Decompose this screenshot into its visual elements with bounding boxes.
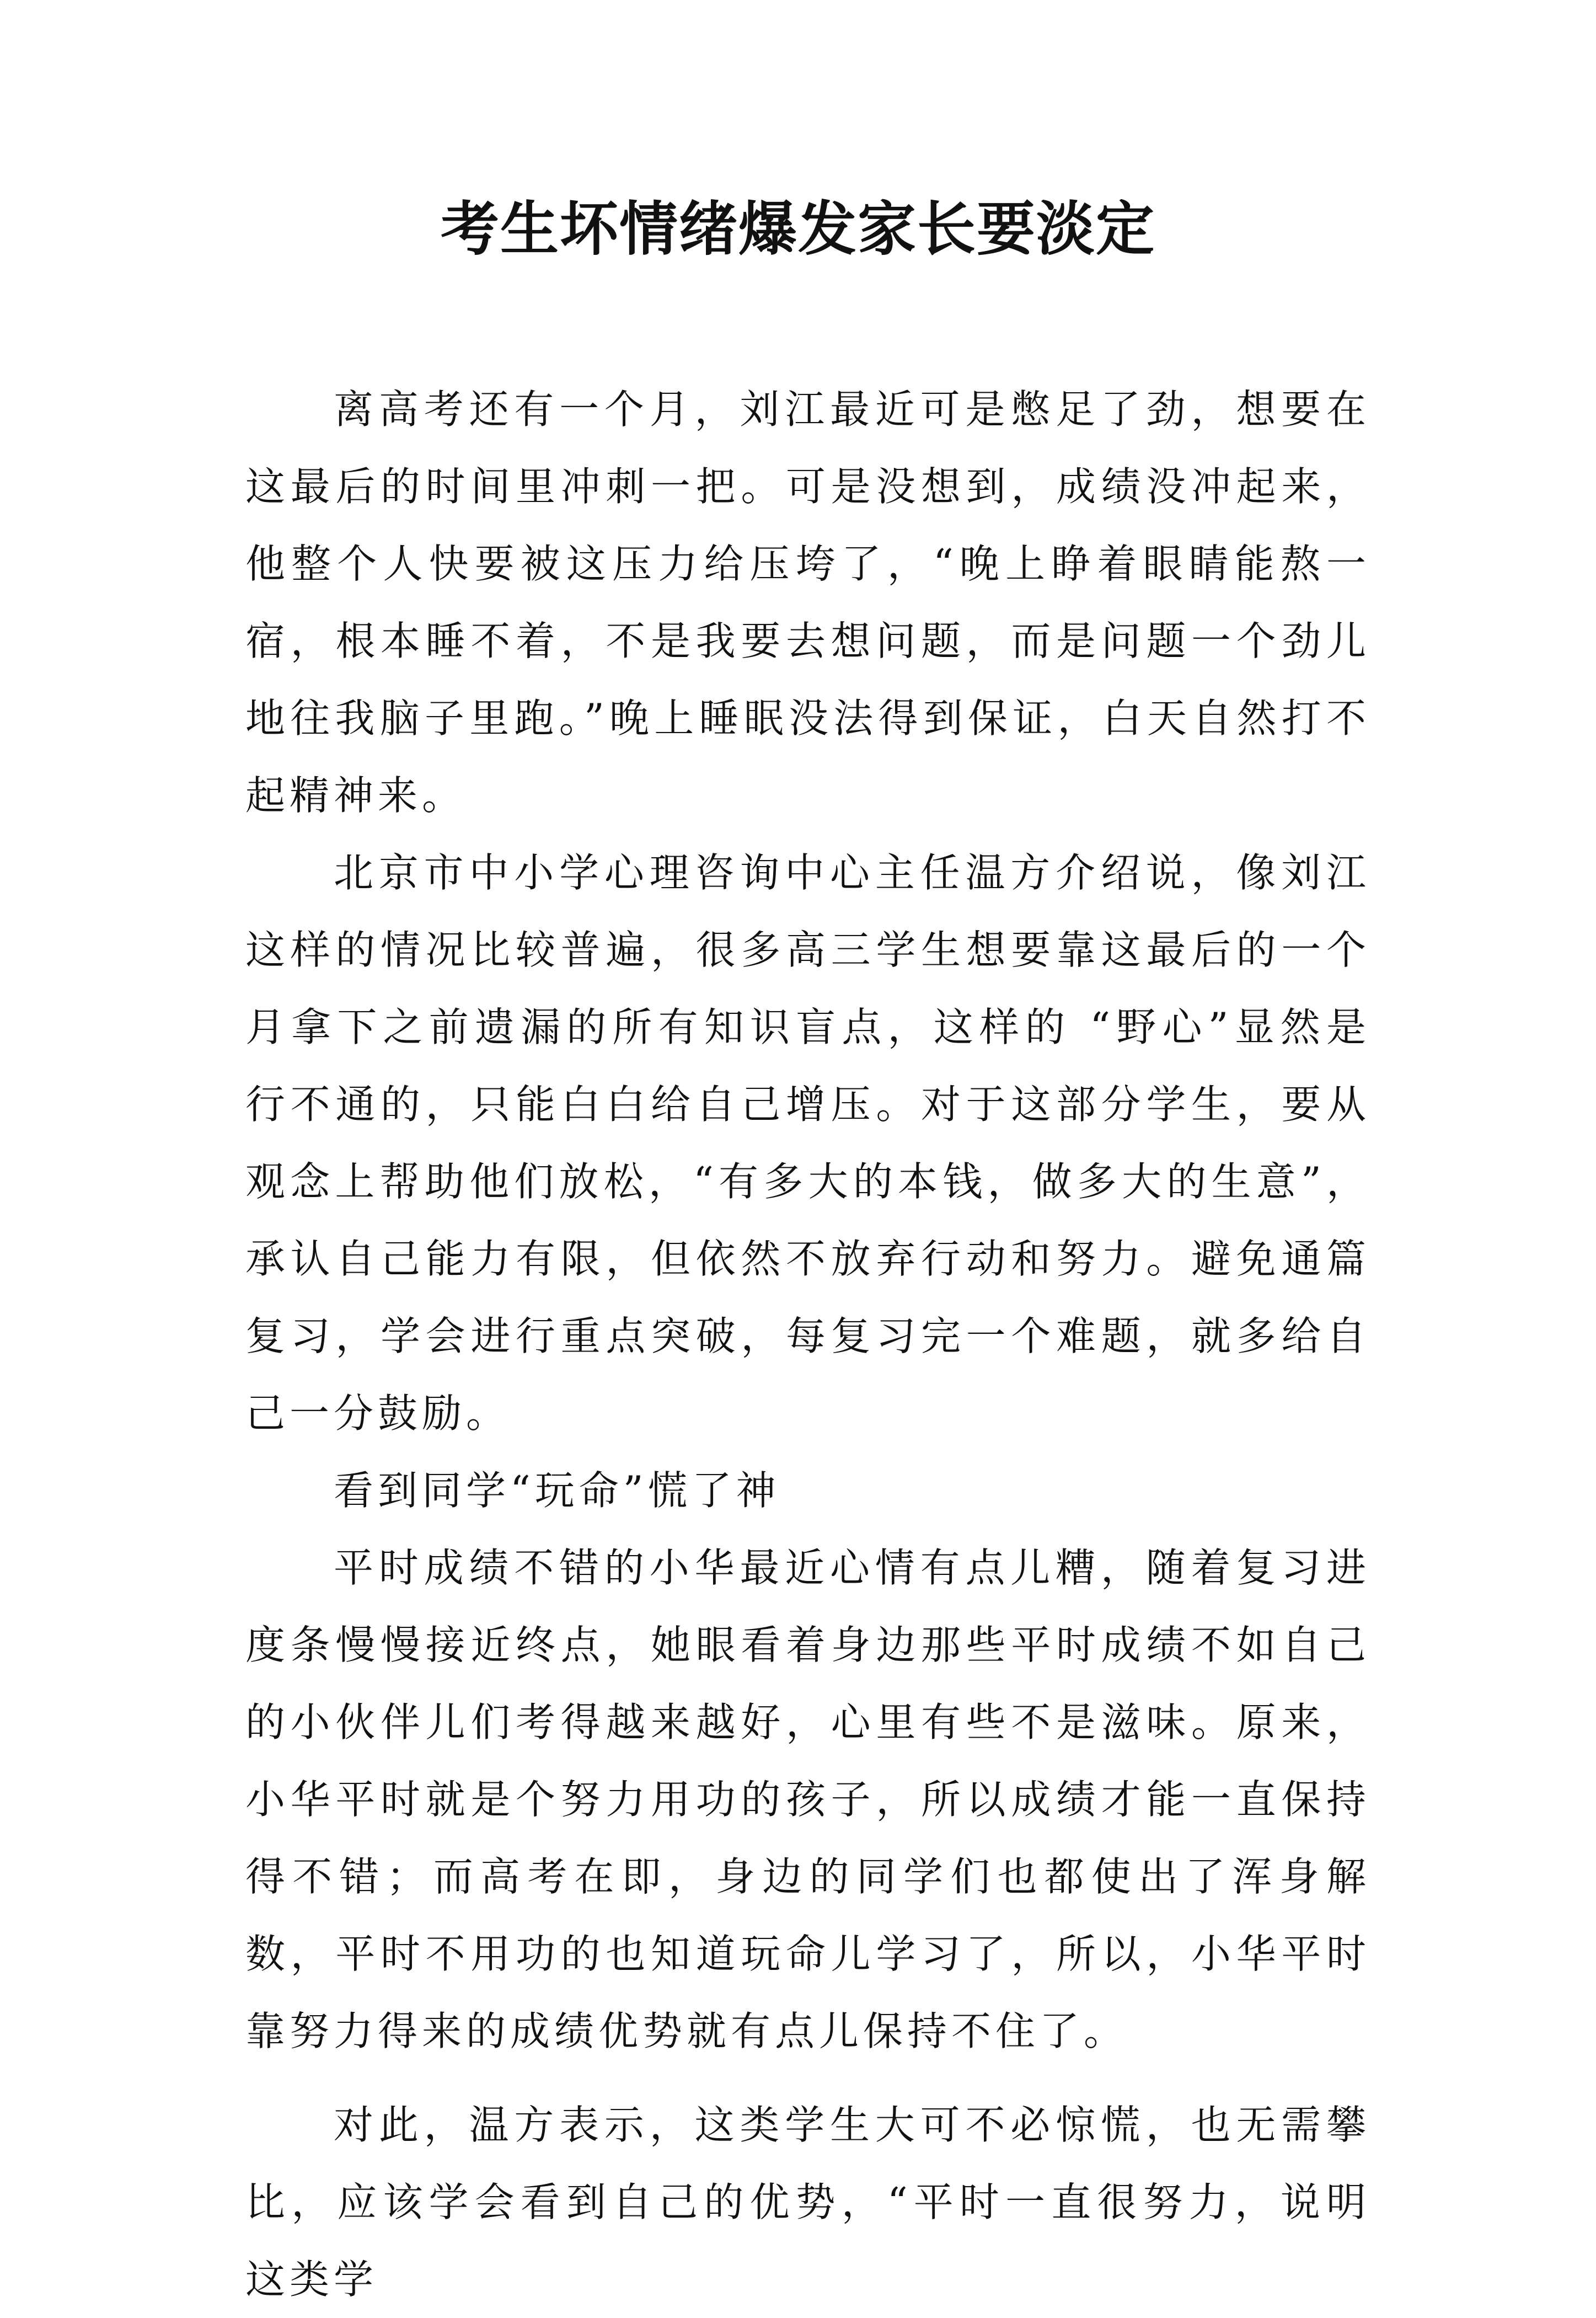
paragraph: 对此，温方表示，这类学生大可不必惊慌，也无需攀比，应该学会看到自己的优势，“平时一直很努力，说明这类学	[245, 2102, 1370, 2303]
document-body	[245, 371, 1370, 2318]
paragraph: 平时成绩不错的小华最近心情有点儿糟，随着复习进度条慢慢接近终点，她眼看着身边那些平时成绩不如自己的小伙伴儿们考得越来越好，心里有些不是滋味。原来，小华平时就是个努力用功的孩子，所以成绩才能一直保持得不错；而高考在即，身边的同学们也都使出了浑身解数，平时不用功的也知道玩命儿学习了，所以，小华平时靠努力得来的成绩优势就有点儿保持不住了。	[245, 1545, 1370, 2054]
section-subheading: 看到同学“玩命”慌了神	[334, 1467, 780, 1514]
paragraph: 北京市中小学心理咨询中心主任温方介绍说，像刘江这样的情况比较普遍，很多高三学生想要靠这最后的一个月拿下之前遗漏的所有知识盲点，这样的 “野心”显然是行不通的，只能白白给自己增压。对于这部分学生，要从观念上帮助他们放松，“有多大的本钱，做多大的生意”，承认自己能力有限，但依然不放弃行动和努力。避免通篇复习，学会进行重点突破，每复习完一个难题，就多给自己一分鼓励。	[245, 850, 1370, 1436]
paragraph: 离高考还有一个月，刘江最近可是憋足了劲，想要在这最后的时间里冲刺一把。可是没想到，成绩没冲起来，他整个人快要被这压力给压垮了，“晚上睁着眼睛能熬一宿，根本睡不着，不是我要去想问题，而是问题一个劲儿地往我脑子里跑。”晚上睡眠没法得到保证，白天自然打不起精神来。	[245, 386, 1370, 819]
document-title: 考生坏情绪爆发家长要淡定	[441, 194, 1155, 263]
